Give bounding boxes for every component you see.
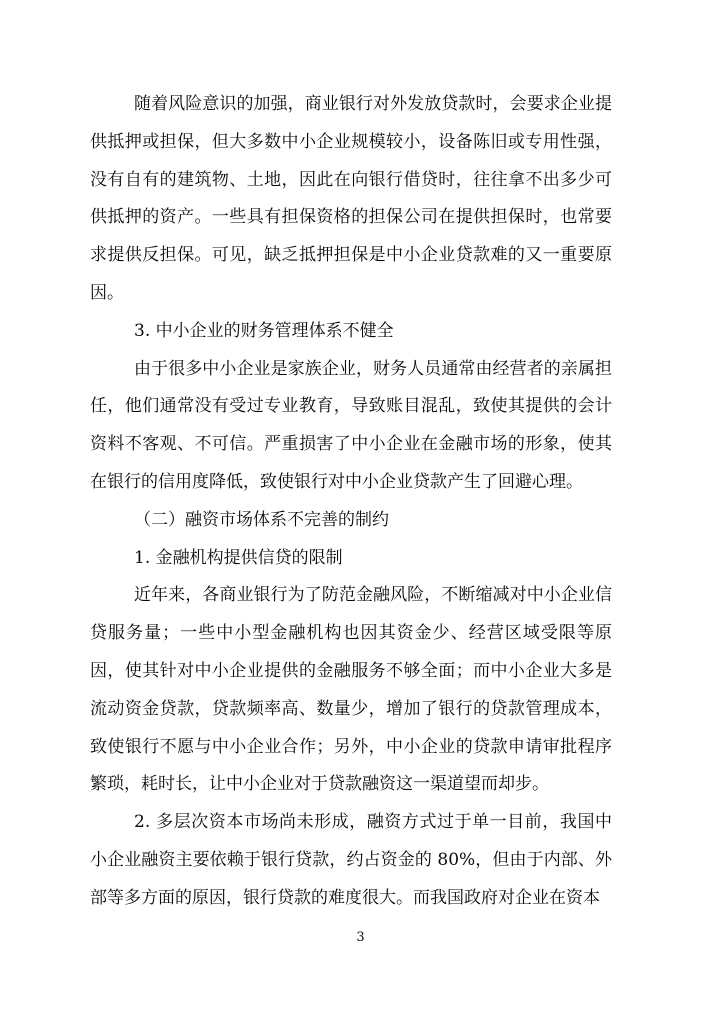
section-heading: （二）融资市场体系不完善的制约 xyxy=(134,509,389,530)
body-paragraph: 2. 多层次资本市场尚未形成，融资方式过于单一目前，我国中小企业融资主要依赖于银行贷款，约占资金的 80%，但由于内部、外部等多方面的原因，银行贷款的难度很大。而我国政府对企业在资本 xyxy=(90,812,612,908)
document-body xyxy=(90,86,612,918)
body-paragraph: 随着风险意识的加强，商业银行对外发放贷款时，会要求企业提供抵押或担保，但大多数中小企业规模较小，设备陈旧或专用性强，没有自有的建筑物、土地，因此在向银行借贷时，往往拿不出多少可供抵押的资产。一些具有担保资格的担保公司在提供担保时，也常要求提供反担保。可见，缺乏抵押担保是中小企业贷款难的又一重要原因。 xyxy=(90,94,612,303)
page-number: 3 xyxy=(356,930,365,945)
body-paragraph: 近年来，各商业银行为了防范金融风险，不断缩减对中小企业信贷服务量；一些中小型金融机构也因其资金少、经营区域受限等原因，使其针对中小企业提供的金融服务不够全面；而中小企业大多是流动资金贷款，贷款频率高、数量少，增加了银行的贷款管理成本，致使银行不愿与中小企业合作；另外，中小企业的贷款申请审批程序繁琐，耗时长，让中小企业对于贷款融资这一渠道望而却步。 xyxy=(90,585,612,795)
numbered-heading: 1. 金融机构提供信贷的限制 xyxy=(134,547,343,568)
body-paragraph: 由于很多中小企业是家族企业，财务人员通常由经营者的亲属担任，他们通常没有受过专业教育，导致账目混乱，致使其提供的会计资料不客观、不可信。严重损害了中小企业在金融市场的形象，使其在银行的信用度降低，致使银行对中小企业贷款产生了回避心理。 xyxy=(90,358,612,492)
numbered-heading: 3. 中小企业的财务管理体系不健全 xyxy=(134,320,394,341)
